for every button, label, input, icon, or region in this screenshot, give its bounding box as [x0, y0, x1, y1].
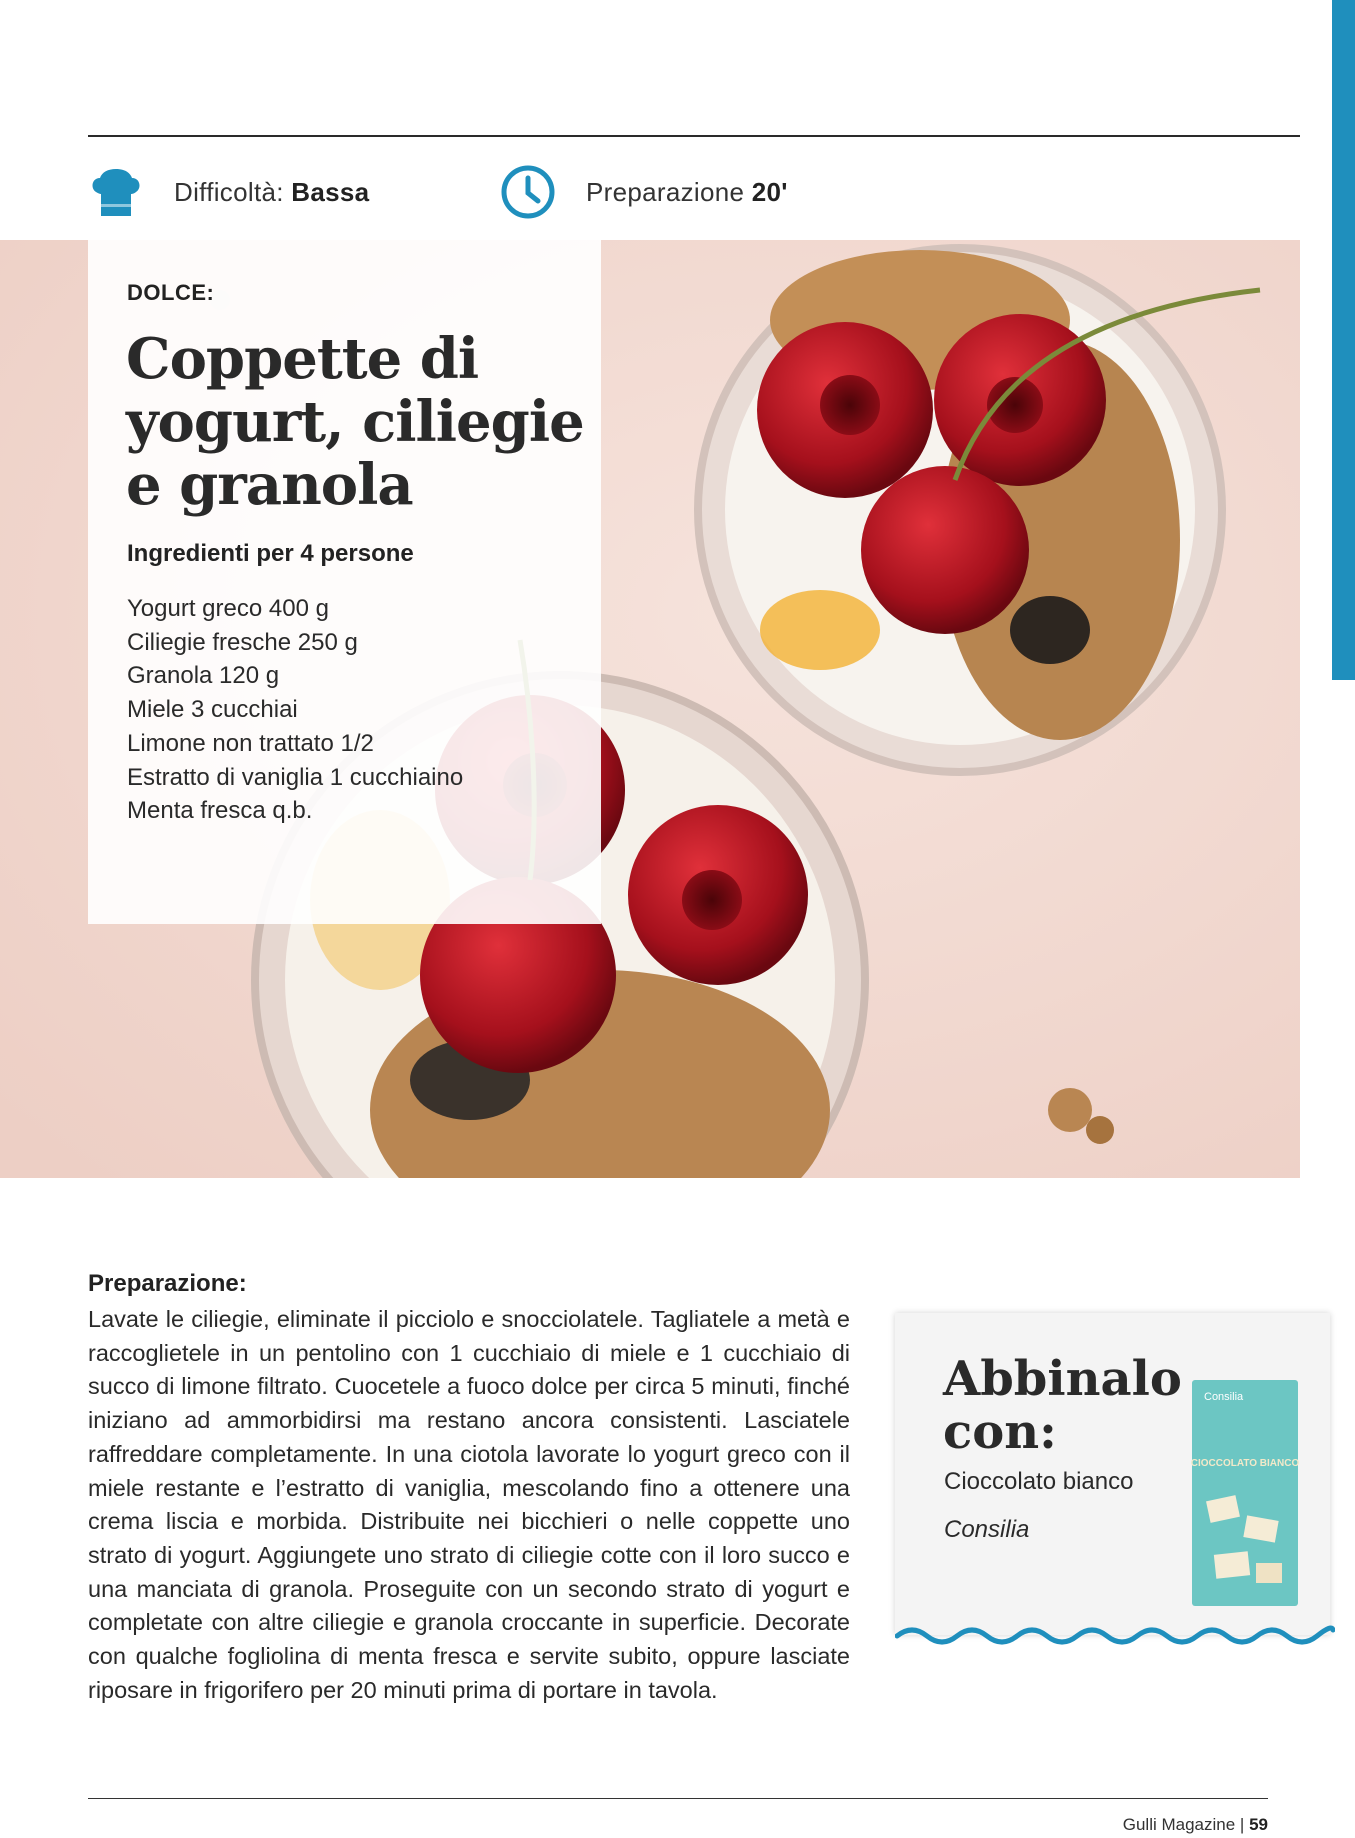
footer-separator: |	[1239, 1815, 1245, 1834]
difficulty-value: Bassa	[291, 176, 370, 207]
package-brand-text: Consilia	[1204, 1391, 1244, 1403]
pairing-brand: Consilia	[944, 1516, 1030, 1543]
ingredient-item: Ciliegie fresche 250 g	[127, 628, 358, 656]
prep-time-info	[500, 160, 788, 224]
ingredient-item: Yogurt greco 400 g	[127, 595, 329, 622]
recipe-card	[88, 240, 601, 924]
ingredient-item: Granola 120 g	[127, 662, 280, 690]
side-tab-accent	[1332, 0, 1355, 680]
servings-heading: Ingredienti per 4 persone	[127, 540, 414, 567]
prep-time-label: Preparazione 20'	[586, 176, 788, 207]
recipe-title: Coppette di yogurt, ciliegie e granola	[126, 326, 584, 518]
bottom-divider	[88, 1798, 1268, 1799]
difficulty-label: Difficoltà: Bassa	[174, 176, 370, 207]
top-divider	[88, 135, 1300, 137]
ingredient-list	[127, 592, 463, 828]
ingredient-item: Miele 3 cucchiai	[127, 696, 298, 724]
chocolate-package-image	[1190, 1378, 1300, 1608]
prep-time-value: 20'	[751, 176, 788, 207]
page-number: 59	[1249, 1815, 1268, 1834]
package-label-text: CIOCCOLATO BIANCO	[1190, 1458, 1300, 1469]
pairing-title: Abbinalo con:	[943, 1351, 1182, 1460]
pairing-product-name: Cioccolato bianco	[944, 1468, 1134, 1495]
page-footer	[1123, 1815, 1268, 1835]
difficulty-info	[88, 160, 369, 224]
ingredient-item: Estratto di vaniglia 1 cucchiaino	[127, 763, 464, 791]
preparation-text: Lavate le ciliegie, eliminate il picciolo e snocciolatele. Tagliatele a metà e raccoglietele in un pentolino con 1 cucchiaio di miele e 1 cucchiaio di succo di limone filtrato. Cuocetele a fuoco dolce per circa 5 minuti, finché iniziano ad ammorbidirsi ma restano ancora consistenti. Lasciatele raffreddare completamente. In una ciotola lavorate lo yogurt greco con il miele restante e l’estratto di vaniglia, mescolando fino a ottenere una crema liscia e morbida. Distribuite nei bicchieri o nelle coppette uno strato di yogurt. Aggiungete uno strato di ciliegie cotte con il loro succo e una manciata di granola. Proseguite con un secondo strato di yogurt e completate con altre ciliegie e granola croccante in superficie. Decorate con qualche fogliolina di menta fresca e servite subito, oppure lasciate riposare in frigorifero per 20 minuti prima di portare in tavola.	[88, 1306, 850, 1703]
clock-icon	[500, 164, 556, 220]
magazine-name: Gulli Magazine	[1122, 1815, 1236, 1834]
chef-hat-icon	[88, 164, 144, 220]
pairing-box	[895, 1313, 1330, 1635]
preparation-heading: Preparazione:	[88, 1270, 247, 1297]
ingredient-item: Limone non trattato 1/2	[127, 729, 374, 757]
wave-divider	[895, 1620, 1335, 1650]
ingredient-item: Menta fresca q.b.	[127, 797, 313, 825]
recipe-category: DOLCE:	[127, 280, 215, 305]
